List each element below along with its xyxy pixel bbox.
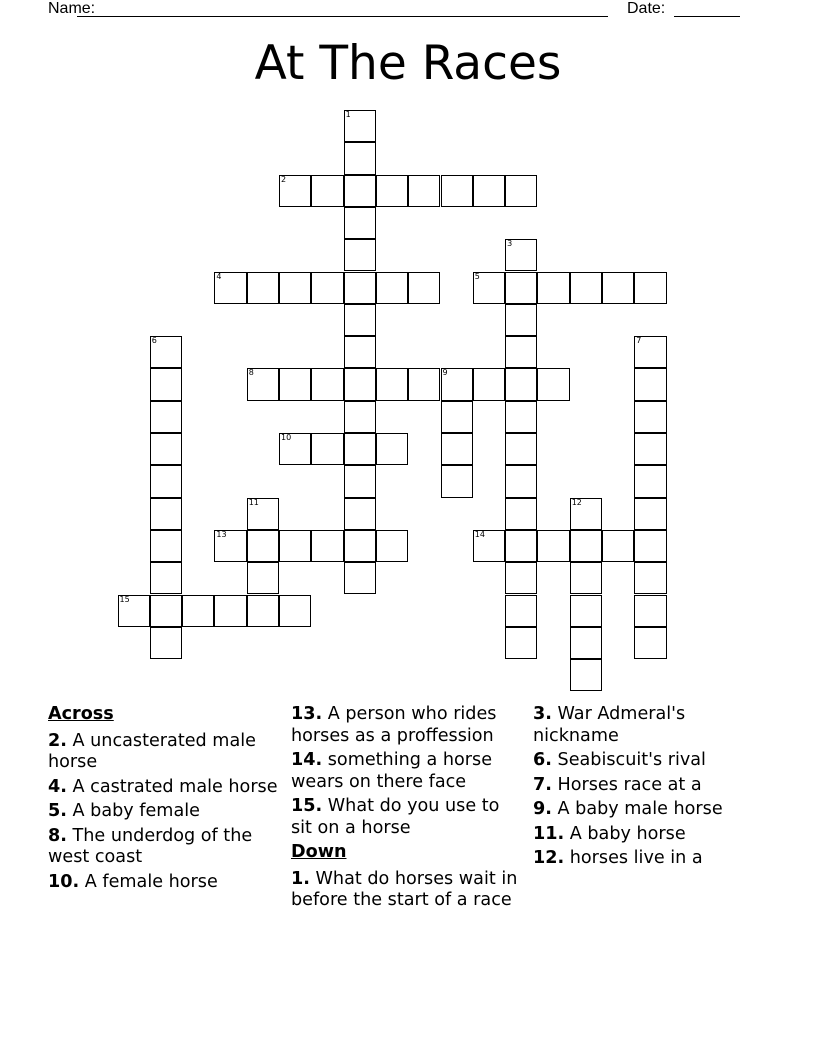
clue-column-3: [533, 704, 763, 873]
grid-cell[interactable]: [505, 304, 537, 336]
grid-cell[interactable]: [537, 368, 569, 400]
grid-cell[interactable]: [570, 595, 602, 627]
grid-cell[interactable]: [182, 595, 214, 627]
clue-across-8: 8. The underdog of the west coast: [48, 825, 253, 867]
grid-cell[interactable]: [505, 498, 537, 530]
grid-cell[interactable]: [505, 530, 537, 562]
grid-cell[interactable]: [214, 530, 246, 562]
grid-cell[interactable]: [505, 401, 537, 433]
grid-cell[interactable]: [408, 175, 440, 207]
grid-cell[interactable]: [247, 498, 279, 530]
grid-cell[interactable]: [634, 336, 666, 368]
grid-cell[interactable]: [505, 368, 537, 400]
grid-cell[interactable]: [634, 498, 666, 530]
clue-down-6: 6. Seabiscuit's rival: [533, 750, 706, 770]
grid-cell[interactable]: [247, 530, 279, 562]
clue-across-13: 13. A person who rides horses as a proffession: [291, 704, 497, 746]
grid-cell[interactable]: [376, 175, 408, 207]
grid-cell[interactable]: [150, 368, 182, 400]
grid-cell[interactable]: [473, 272, 505, 304]
clue-down-1: 1. What do horses wait in before the start of a race: [291, 868, 518, 910]
grid-cell[interactable]: [634, 401, 666, 433]
grid-cell[interactable]: [344, 368, 376, 400]
grid-cell[interactable]: [247, 368, 279, 400]
grid-cell[interactable]: [150, 627, 182, 659]
grid-cell[interactable]: [344, 239, 376, 271]
grid-cell[interactable]: [634, 465, 666, 497]
grid-cell[interactable]: [344, 110, 376, 142]
grid-cell[interactable]: [473, 368, 505, 400]
grid-cell[interactable]: [311, 175, 343, 207]
clue-number: 15: [119, 594, 130, 604]
grid-cell[interactable]: [570, 530, 602, 562]
grid-cell[interactable]: [247, 562, 279, 594]
clue-number: 14: [474, 529, 485, 539]
clue-number: 7: [636, 336, 642, 346]
clue-number: 10: [281, 433, 292, 442]
grid-cell[interactable]: [408, 368, 440, 400]
grid-cell[interactable]: [537, 272, 569, 304]
grid-cell[interactable]: [150, 401, 182, 433]
grid-cell[interactable]: [376, 272, 408, 304]
grid-cell[interactable]: [311, 368, 343, 400]
clue-across-15: 15. What do you use to sit on a horse: [291, 796, 500, 838]
grid-cell[interactable]: [505, 595, 537, 627]
grid-cell[interactable]: [570, 562, 602, 594]
grid-cell[interactable]: [150, 562, 182, 594]
grid-cell[interactable]: [150, 595, 182, 627]
grid-cell[interactable]: [344, 498, 376, 530]
grid-cell[interactable]: [279, 530, 311, 562]
grid-cell[interactable]: [473, 530, 505, 562]
grid-cell[interactable]: [344, 142, 376, 174]
grid-cell[interactable]: [505, 433, 537, 465]
grid-cell[interactable]: [505, 627, 537, 659]
grid-cell[interactable]: [570, 627, 602, 659]
grid-cell[interactable]: [441, 433, 473, 465]
grid-cell[interactable]: [279, 175, 311, 207]
clue-across-10: 10. A female horse: [48, 871, 218, 892]
grid-cell[interactable]: [150, 498, 182, 530]
grid-cell[interactable]: [505, 272, 537, 304]
grid-cell[interactable]: [279, 272, 311, 304]
clue-down-12: 12. horses live in a: [533, 848, 703, 868]
clue-number: 6: [151, 336, 157, 346]
grid-cell[interactable]: [311, 272, 343, 304]
grid-cell[interactable]: [441, 368, 473, 400]
clue-number: 9: [442, 368, 448, 378]
grid-cell[interactable]: [602, 530, 634, 562]
grid-cell[interactable]: [473, 175, 505, 207]
grid-cell[interactable]: [344, 272, 376, 304]
grid-cell[interactable]: [311, 433, 343, 465]
grid-cell[interactable]: [279, 433, 311, 465]
clue-number: 11: [248, 497, 259, 507]
clue-down-11: 11. A baby horse: [533, 823, 686, 844]
name-label: Name:: [48, 0, 96, 17]
grid-cell[interactable]: [344, 433, 376, 465]
grid-cell[interactable]: [505, 562, 537, 594]
clue-number: 13: [216, 529, 227, 539]
grid-cell[interactable]: [634, 530, 666, 562]
clue-across-4: 4. A castrated male horse: [48, 776, 278, 797]
clue-across-14: 14. something a horse wears on there face: [291, 750, 493, 792]
grid-cell[interactable]: [150, 530, 182, 562]
clue-number: 1: [345, 110, 351, 119]
clue-column-2: [291, 704, 521, 915]
clue-number: 4: [216, 271, 222, 281]
grid-cell[interactable]: [376, 433, 408, 465]
grid-cell[interactable]: [214, 272, 246, 304]
across-heading: Across: [48, 704, 114, 724]
grid-cell[interactable]: [505, 175, 537, 207]
grid-cell[interactable]: [570, 659, 602, 691]
grid-cell[interactable]: [279, 595, 311, 627]
grid-cell[interactable]: [344, 530, 376, 562]
grid-cell[interactable]: [118, 595, 150, 627]
grid-cell[interactable]: [344, 304, 376, 336]
grid-cell[interactable]: [537, 530, 569, 562]
clue-column-1: [48, 704, 278, 896]
clue-number: 3: [507, 239, 513, 249]
clue-number: 2: [281, 174, 287, 184]
clue-number: 12: [571, 497, 582, 507]
grid-cell[interactable]: [150, 433, 182, 465]
grid-cell[interactable]: [505, 465, 537, 497]
grid-cell[interactable]: [634, 562, 666, 594]
clue-down-9: 9. A baby male horse: [533, 799, 723, 819]
grid-cell[interactable]: [344, 175, 376, 207]
grid-cell[interactable]: [279, 368, 311, 400]
grid-cell[interactable]: [602, 272, 634, 304]
clue-down-3: 3. War Admeral's nickname: [533, 704, 686, 746]
grid-cell[interactable]: [344, 207, 376, 239]
clue-number: 5: [474, 271, 480, 281]
grid-cell[interactable]: [634, 627, 666, 659]
grid-cell[interactable]: [344, 562, 376, 594]
grid-cell[interactable]: [344, 465, 376, 497]
clue-number: 8: [248, 368, 254, 378]
grid-cell[interactable]: [634, 433, 666, 465]
clue-across-5: 5. A baby female: [48, 801, 200, 821]
clue-across-2: 2. A uncasterated male horse: [48, 730, 256, 772]
grid-cell[interactable]: [376, 530, 408, 562]
grid-cell[interactable]: [634, 368, 666, 400]
grid-cell[interactable]: [441, 465, 473, 497]
grid-cell[interactable]: [344, 401, 376, 433]
grid-cell[interactable]: [150, 465, 182, 497]
page-title: At The Races: [254, 36, 562, 91]
grid-cell[interactable]: [634, 595, 666, 627]
grid-cell[interactable]: [408, 272, 440, 304]
grid-cell[interactable]: [344, 336, 376, 368]
grid-cell[interactable]: [214, 595, 246, 627]
grid-cell[interactable]: [634, 272, 666, 304]
grid-cell[interactable]: [570, 498, 602, 530]
clue-down-7: 7. Horses race at a: [533, 774, 702, 795]
grid-cell[interactable]: [505, 336, 537, 368]
grid-cell[interactable]: [376, 368, 408, 400]
grid-cell[interactable]: [311, 530, 343, 562]
grid-cell[interactable]: [441, 175, 473, 207]
grid-cell[interactable]: [570, 272, 602, 304]
grid-cell[interactable]: [150, 336, 182, 368]
grid-cell[interactable]: [247, 595, 279, 627]
grid-cell[interactable]: [505, 239, 537, 271]
down-heading: Down: [291, 842, 347, 862]
date-label: Date:: [627, 0, 666, 17]
grid-cell[interactable]: [247, 272, 279, 304]
grid-cell[interactable]: [441, 401, 473, 433]
